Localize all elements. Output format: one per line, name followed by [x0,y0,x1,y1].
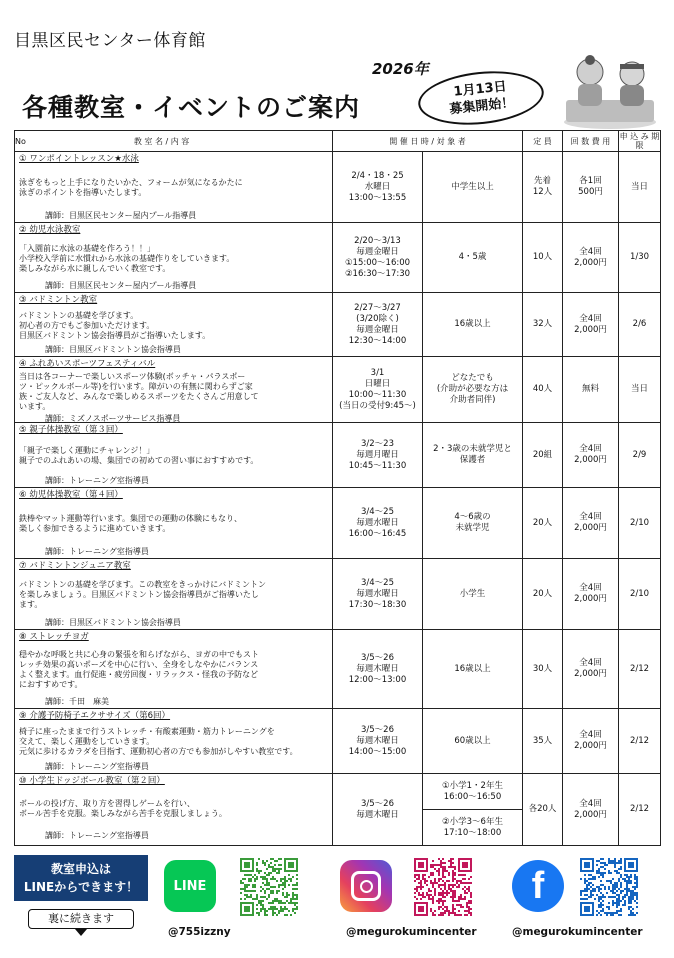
event-description-wrap [19,776,328,841]
instagram-handle[interactable]: @megurokumincenter [346,926,477,938]
target-line: 16歳以上 [454,663,491,674]
event-description-wrap [19,225,328,291]
event-description-text [19,178,243,198]
event-deadline: 2/9 [619,423,661,488]
event-description [19,501,328,547]
line-banner-line-2: LINEからできます！ [23,880,139,894]
event-capacity [523,357,563,423]
event-fee [563,630,619,709]
event-schedule [333,152,423,223]
table-row [15,709,661,774]
event-sub-target [423,774,522,810]
description-line: ツ・ピックルボール等)を行います。障がいの有無に関わらずご家 [19,382,253,391]
fee-line: 各1回 [579,176,602,186]
event-instructor: 講師：目黒区バドミントン協会指導員 [45,345,181,354]
header-schedule: 開 催 日 時 / 対 象 者 [333,131,523,152]
table-header-row [15,131,661,152]
schedule-line: 3/4～25 [361,506,394,517]
schedule-line: 毎週月曜日 [356,449,399,460]
event-fee [563,293,619,357]
qr-code-icon[interactable] [580,858,638,916]
description-line: 交えて、楽しく運動をしていきます。 [19,737,155,746]
schedule-line: 16:00～16:45 [348,528,407,539]
schedule-line: 12:00～13:00 [348,674,407,685]
description-line: 族・ご友人など、みんなで楽しめるスポーツをたくさんご用意して [19,392,259,401]
table-row [15,152,661,223]
event-capacity [523,488,563,559]
event-description-text [19,799,227,819]
description-line: 泳ぎをもっと上手になりたいかた、フォームが気になるかたに [19,178,243,187]
fee-line: 2,000円 [574,523,607,533]
capacity-line: 12人 [532,187,553,197]
description-line: 小学校入学前に水慣れから水泳の基礎作りをしていきます。 [19,253,235,263]
description-line: 目黒区バドミントン協会指導員がご指導いたします。 [19,330,211,340]
year-label: 2026年 [372,60,429,78]
schedule-line: 毎週金曜日 [356,246,399,257]
description-line: を楽しみましょう。目黒区バドミントン協会指導員がご指導いたし [19,590,259,599]
fee-line: 2,000円 [574,741,607,751]
event-deadline: 1/30 [619,223,661,293]
schedule-line: 日曜日 [364,378,391,389]
event-instructor: 講師：トレーニング室指導員 [45,547,149,556]
schedule-line: 毎週金曜日 [356,324,399,335]
target-line: 4～6歳の [454,512,491,522]
facebook-logo-icon[interactable]: f [512,860,564,912]
target-line: どなたでも [451,373,494,383]
fee-line: 2,000円 [574,809,607,820]
event-fee [563,774,619,846]
event-description-text [19,446,258,466]
event-deadline: 当日 [619,152,661,223]
event-description [19,306,328,345]
event-fee [563,223,619,293]
event-schedule [333,293,423,357]
event-deadline: 2/12 [619,774,661,846]
description-line: います。 [19,402,51,411]
line-apply-banner[interactable] [14,855,148,901]
target-line: 介助者同伴) [449,395,496,405]
description-line: 泳ぎのポイントを指導いたします。 [19,188,147,197]
schedule-line: 2/20～3/13 [354,235,401,246]
line-handle[interactable]: @755izzny [168,926,231,938]
event-target [423,488,523,559]
fee-line: 全4回 [579,246,602,257]
event-target [423,709,523,774]
header-fee: 回 数 費 用 [563,131,619,152]
fee-line: 2,000円 [574,669,607,679]
schedule-line: 毎週水曜日 [356,517,399,528]
event-fee [563,488,619,559]
description-line: 親子でのふれあいの場、集団での初めての習い事におすすめです。 [19,456,259,465]
capacity-line: 40人 [532,384,553,394]
event-capacity [523,152,563,223]
event-description-text [19,514,242,534]
schedule-line: (当日の受付9:45～) [339,400,416,411]
capacity-line: 35人 [532,735,553,746]
fee-line: 全4回 [579,730,602,740]
fee-line: 全4回 [579,798,602,809]
table-row [15,223,661,293]
event-description-wrap [19,561,328,628]
event-capacity [523,423,563,488]
event-description-cell [15,559,333,630]
description-line: 元気に歩けるカラダを目指す、運動初心者の方でも参加がしやすい教室です。 [19,747,298,756]
capacity-line: 各20人 [528,804,557,814]
target-line: 16歳以上 [454,319,491,329]
event-target [423,223,523,293]
schedule-line: ②16:30～17:30 [344,268,411,279]
header-capacity: 定 員 [523,131,563,152]
event-schedule [333,559,423,630]
fee-line: 2,000円 [574,324,607,335]
event-schedule [333,357,423,423]
event-description [19,572,328,618]
event-instructor: 講師：トレーニング室指導員 [45,831,149,840]
arrow-down-icon [75,929,87,936]
event-description-cell [15,293,333,357]
event-description-text [19,650,259,690]
registration-start-bubble [416,66,547,131]
capacity-line: 先着 [533,176,551,186]
header-no-name [15,131,333,152]
event-fee [563,709,619,774]
description-line: ます。 [19,600,43,609]
description-line: よく整えます。血行促進・疲労回復・リラックス・怪我の予防など [19,670,259,679]
event-instructor: 講師：トレーニング室指導員 [45,476,149,485]
event-fee [563,152,619,223]
schedule-line: (3/20除く) [356,313,399,324]
header-no: No [15,136,26,146]
target-line: 4・5歳 [458,252,487,262]
schedule-line: 3/5～26 [361,798,394,809]
capacity-line: 20人 [532,588,553,599]
sub-target-line: 16:00～16:50 [443,791,502,802]
schedule-line: 水曜日 [364,181,391,192]
event-deadline: 2/10 [619,559,661,630]
event-description-cell [15,423,333,488]
event-description [19,370,328,414]
fee-line: 全4回 [579,313,602,324]
description-line: バドミントンの基礎を学びます。この教室をきっかけにバドミントン [19,580,267,589]
event-description-text [19,244,234,274]
event-fee [563,559,619,630]
sub-target-line: ②小学3～6年生 [442,816,503,827]
event-description [19,236,328,281]
table-row [15,423,661,488]
event-description-wrap [19,154,328,221]
table-row [15,357,661,423]
event-title: ⑤ 親子体操教室（第３回） [19,425,123,435]
schedule-line: 10:00～11:30 [348,389,407,400]
event-capacity [523,709,563,774]
event-title: ⑧ ストレッチヨガ [19,632,89,642]
event-instructor: 講師：ミズノスポーツサービス指導員 [45,414,181,423]
event-instructor: 講師：目黒区民センター屋内プール指導員 [45,281,197,290]
instagram-logo-icon[interactable] [340,860,392,912]
fee-line: 2,000円 [574,257,607,268]
schedule-line: 14:00～15:00 [348,746,407,757]
qr-code-icon[interactable] [414,858,472,916]
event-title: ⑩ 小学生ドッジボール教室（第２回） [19,776,165,786]
event-deadline: 2/6 [619,293,661,357]
description-line: レッチ効果の高いポーズを中心に行い、全身をしなやかにバランス [19,660,259,669]
event-capacity [523,774,563,846]
target-line: 中学生以上 [451,181,494,192]
schedule-line: ①15:00～16:00 [344,257,411,268]
event-instructor: 講師：目黒区民センター屋内プール指導員 [45,211,197,220]
schedule-line: 3/1 [370,367,385,378]
event-description-wrap [19,632,328,707]
schedule-line: 3/5～26 [361,724,394,735]
event-target [423,293,523,357]
event-description-wrap [19,295,328,355]
description-line: 当日は各コーナーで楽しいスポーツ体験(ボッチャ・パラスポー [19,372,246,381]
event-deadline: 2/12 [619,630,661,709]
event-schedule [333,488,423,559]
registration-start-label: 募集開始！ [448,95,515,118]
event-sub-target [423,810,522,845]
fee-line: 無料 [581,384,599,394]
schedule-line: 2/4・18・25 [351,170,404,181]
event-schedule [333,709,423,774]
table-row [15,293,661,357]
capacity-line: 20人 [532,517,553,528]
event-description-cell [15,223,333,293]
event-deadline: 2/12 [619,709,661,774]
fee-line: 500円 [578,187,603,197]
description-line: 「親子で楽しく運動にチャレンジ！」 [19,446,155,455]
event-fee [563,357,619,423]
fee-line: 全4回 [579,512,602,522]
events-table [14,130,661,846]
event-description-cell [15,357,333,423]
sub-target-line: 17:10～18:00 [443,827,502,838]
event-description [19,165,328,211]
description-line: ボール苦手を克服。楽しみながら苦手を克服しましょう。 [19,809,227,818]
event-description [19,643,328,697]
event-title: ① ワンポイントレッスン★水泳 [19,154,139,164]
schedule-line: 3/2～23 [361,438,394,449]
schedule-line: 13:00～13:55 [348,192,407,203]
event-schedule [333,630,423,709]
sub-target-line: ①小学1・2年生 [442,780,503,791]
line-logo-icon[interactable]: LINE [164,860,216,912]
target-line: 保護者 [459,455,486,465]
target-line: 未就学児 [455,523,490,533]
event-description-wrap [19,425,328,486]
target-line: (介助が必要な方は [436,384,509,394]
description-line: 鉄棒やマット運動等行います。集団での運動の体験にもなり、 [19,514,243,523]
fee-line: 2,000円 [574,594,607,604]
target-line: 60歳以上 [454,735,491,746]
line-banner-line-1: 教室申込は [50,862,111,876]
event-title: ④ ふれあいスポーツフェスティバル [19,359,156,369]
continue-label: 裏に続きます [28,909,134,929]
event-description-text [19,727,298,757]
camera-icon [351,871,381,901]
description-line: 初心者の方でもご参加いただけます。 [19,320,155,330]
schedule-line: 10:45～11:30 [348,460,407,471]
event-target [423,559,523,630]
description-line: 椅子に座ったままで行うストレッチ・有酸素運動・筋力トレーニングを [19,727,275,736]
event-fee [563,423,619,488]
event-title: ③ バドミントン教室 [19,295,98,305]
registration-start-date: 1月13日 [452,79,508,100]
event-schedule [333,423,423,488]
fee-line: 全4回 [579,444,602,454]
fee-line: 全4回 [579,658,602,668]
target-line: 2・3歳の未就学児と [433,444,512,454]
facebook-handle[interactable]: @megurokumincenter [512,926,643,938]
table-row [15,488,661,559]
event-title: ⑦ バドミントンジュニア教室 [19,561,131,571]
event-target [423,774,523,846]
description-line: バドミントンの基礎を学びます。 [19,310,139,320]
schedule-line: 3/5～26 [361,652,394,663]
event-title: ⑥ 幼児体操教室（第４回） [19,490,123,500]
capacity-line: 10人 [532,252,553,262]
fee-line: 全4回 [579,583,602,593]
event-title: ⑨ 介護予防椅子エクササイズ（第6回） [19,711,171,721]
mascot-illustration-icon [560,50,660,130]
event-description-wrap [19,359,328,421]
event-schedule [333,774,423,846]
event-target [423,357,523,423]
qr-code-icon[interactable] [240,858,298,916]
event-capacity [523,559,563,630]
event-description-cell [15,774,333,846]
event-description-cell [15,488,333,559]
table-row [15,630,661,709]
event-target [423,423,523,488]
schedule-line: 17:30～18:30 [348,599,407,610]
table-row [15,559,661,630]
table-row [15,774,661,846]
event-instructor: 講師：目黒区バドミントン協会指導員 [45,618,181,627]
event-description-text [19,580,266,610]
capacity-line: 32人 [532,319,553,329]
event-description-cell [15,630,333,709]
event-deadline: 2/10 [619,488,661,559]
event-description-wrap [19,711,328,772]
event-schedule [333,223,423,293]
header-deadline: 申 込 み 期 限 [619,132,660,150]
capacity-line: 20組 [532,449,553,460]
facility-name: 目黒区民センター体育館 [14,31,206,51]
event-description-wrap [19,490,328,557]
description-line: 楽しみながら水に親しんでいく教室です。 [19,263,171,273]
description-line: におすすめです。 [19,680,83,689]
fee-line: 2,000円 [574,455,607,465]
schedule-line: 2/27～3/27 [354,302,401,313]
event-instructor: 講師：千田 麻美 [45,697,109,706]
event-deadline: 当日 [619,357,661,423]
event-description-cell [15,709,333,774]
event-description-text [19,311,210,341]
event-description [19,722,328,762]
event-description-text [19,372,259,412]
schedule-line: 毎週木曜日 [356,735,399,746]
description-line: 穏やかな呼吸と共に心身の緊張を和らげながら、ヨガの中でもスト [19,650,259,659]
event-target [423,630,523,709]
header-name: 教 室 名 / 内 容 [133,136,190,146]
event-title: ② 幼児水泳教室 [19,225,81,235]
event-capacity [523,630,563,709]
event-instructor: 講師：トレーニング室指導員 [45,762,149,771]
event-description [19,436,328,476]
description-line: 「入園前に水泳の基礎を作ろう！！」 [19,243,155,253]
event-capacity [523,223,563,293]
capacity-line: 30人 [532,663,553,674]
event-target [423,152,523,223]
schedule-line: 3/4～25 [361,577,394,588]
event-capacity [523,293,563,357]
schedule-line: 12:30～14:00 [348,335,407,346]
schedule-line: 毎週木曜日 [356,663,399,674]
event-description-cell [15,152,333,223]
event-description [19,787,328,831]
schedule-line: 毎週水曜日 [356,588,399,599]
schedule-line: 毎週木曜日 [356,809,399,820]
target-line: 小学生 [459,588,486,599]
description-line: ボールの投げ方、取り方を習得しゲームを行い、 [19,799,195,808]
page-headline: 各種教室・イベントのご案内 [22,93,361,122]
footer-left [14,855,148,936]
description-line: 楽しく参加できるように進めていきます。 [19,524,171,533]
